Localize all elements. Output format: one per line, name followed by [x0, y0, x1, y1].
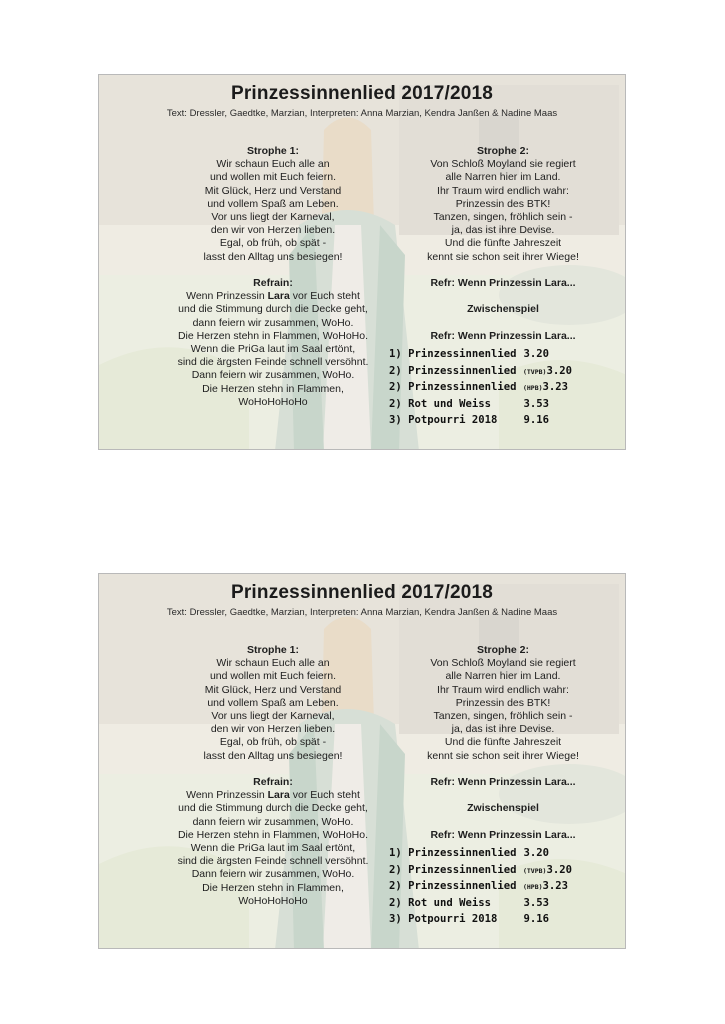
- refrain-line: und die Stimmung durch die Decke geht,: [178, 303, 368, 316]
- strophe-line: Vor uns liegt der Karneval,: [211, 710, 335, 723]
- track-row: 2) Prinzessinnenlied (TVPB) 3.20: [389, 863, 572, 876]
- refrain-reference: Refr: Wenn Prinzessin Lara...: [430, 329, 576, 342]
- strophe-line: kennt sie schon seit ihrer Wiege!: [427, 749, 579, 762]
- track-row: 2) Prinzessinnenlied (HPB) 3.23: [389, 381, 569, 393]
- track-row: 2) Prinzessinnenlied (HPB) 3.23: [389, 880, 569, 892]
- strophe-line: lasst den Alltag uns besiegen!: [203, 749, 343, 762]
- strophe-line: Tanzen, singen, fröhlich sein -: [433, 211, 573, 224]
- refrain-reference: Refr: Wenn Prinzessin Lara...: [430, 776, 576, 789]
- strophe-line: Ihr Traum wird endlich wahr:: [437, 184, 569, 197]
- strophe-2-heading: Strophe 2:: [477, 644, 529, 656]
- strophe-1-heading: Strophe 1:: [247, 644, 299, 656]
- refrain-first-line: Wenn Prinzessin Lara vor Euch steht: [186, 290, 360, 303]
- strophe-line: ja, das ist ihre Devise.: [451, 723, 555, 736]
- refrain-line: Die Herzen stehn in Flammen, WoHoHo.: [177, 828, 369, 841]
- refrain-reference: Refr: Wenn Prinzessin Lara...: [430, 277, 576, 290]
- strophe-line: und wollen mit Euch feiern.: [209, 670, 337, 683]
- strophe-line: Mit Glück, Herz und Verstand: [204, 184, 342, 197]
- strophe-line: und vollem Spaß am Leben.: [207, 696, 339, 709]
- strophe-2-heading: Strophe 2:: [477, 145, 529, 157]
- strophe-line: Und die fünfte Jahreszeit: [444, 736, 562, 749]
- refrain-line: Die Herzen stehn in Flammen, WoHoHo.: [177, 329, 369, 342]
- track-row: 2) Prinzessinnenlied (TVPB) 3.20: [389, 364, 572, 377]
- strophe-line: Mit Glück, Herz und Verstand: [204, 683, 342, 696]
- interlude-label: Zwischenspiel: [467, 303, 539, 316]
- credits-line: Text: Dressler, Gaedtke, Marzian, Interpreten: Anna Marzian, Kendra Janßen & Nadine Maas: [166, 607, 558, 618]
- track-row: 1) Prinzessinnenlied 3.20: [389, 847, 549, 859]
- track-row: 3) Potpourri 2018 9.16: [389, 913, 549, 925]
- track-list: [389, 346, 572, 429]
- left-column: [157, 145, 389, 409]
- strophe-line: Prinzessin des BTK!: [455, 696, 551, 709]
- strophe-line: Ihr Traum wird endlich wahr:: [437, 683, 569, 696]
- refrain-heading: Refrain:: [253, 776, 293, 789]
- strophe-line: Und die fünfte Jahreszeit: [444, 237, 562, 250]
- refrain-line: dann feiern wir zusammen, WoHo.: [192, 815, 354, 828]
- strophe-line: alle Narren hier im Land.: [445, 670, 561, 683]
- refrain-line: Die Herzen stehn in Flammen,: [202, 382, 344, 395]
- refrain-line: Die Herzen stehn in Flammen,: [202, 881, 344, 894]
- track-row: 3) Potpourri 2018 9.16: [389, 414, 549, 426]
- strophe-1-heading: Strophe 1:: [247, 145, 299, 157]
- strophe-line: alle Narren hier im Land.: [445, 171, 561, 184]
- strophe-line: den wir von Herzen lieben.: [210, 723, 336, 736]
- refrain-line: Dann feiern wir zusammen, WoHo.: [191, 369, 355, 382]
- lyrics-card-top: [98, 74, 626, 450]
- refrain-line: und die Stimmung durch die Decke geht,: [178, 802, 368, 815]
- refrain-first-line: Wenn Prinzessin Lara vor Euch steht: [186, 789, 360, 802]
- strophe-line: Prinzessin des BTK!: [455, 197, 551, 210]
- refrain-line: WoHoHoHoHo: [238, 395, 308, 408]
- refrain-heading: Refrain:: [253, 277, 293, 290]
- strophe-line: Wir schaun Euch alle an: [216, 158, 330, 171]
- strophe-line: Von Schloß Moyland sie regiert: [430, 158, 576, 171]
- song-title: Prinzessinnenlied 2017/2018: [230, 83, 494, 104]
- refrain-line: sind die ärgsten Feinde schnell versöhnt.: [177, 855, 369, 868]
- strophe-line: und wollen mit Euch feiern.: [209, 171, 337, 184]
- refrain-line: Wenn die PriGa laut im Saal ertönt,: [190, 343, 356, 356]
- strophe-line: Egal, ob früh, ob spät -: [219, 237, 327, 250]
- strophe-line: Egal, ob früh, ob spät -: [219, 736, 327, 749]
- interlude-label: Zwischenspiel: [467, 802, 539, 815]
- refrain-reference: Refr: Wenn Prinzessin Lara...: [430, 828, 576, 841]
- princess-name: Lara: [267, 789, 290, 802]
- refrain-line: Wenn die PriGa laut im Saal ertönt,: [190, 842, 356, 855]
- strophe-line: kennt sie schon seit ihrer Wiege!: [427, 250, 579, 263]
- track-row: 2) Rot und Weiss 3.53: [389, 397, 549, 410]
- lyrics-card-bottom: [98, 573, 626, 949]
- strophe-line: Wir schaun Euch alle an: [216, 657, 330, 670]
- refrain-line: dann feiern wir zusammen, WoHo.: [192, 316, 354, 329]
- strophe-line: den wir von Herzen lieben.: [210, 224, 336, 237]
- princess-name: Lara: [267, 290, 290, 303]
- left-column: [157, 644, 389, 908]
- refrain-line: WoHoHoHoHo: [238, 894, 308, 907]
- strophe-line: Tanzen, singen, fröhlich sein -: [433, 710, 573, 723]
- strophe-line: und vollem Spaß am Leben.: [207, 197, 339, 210]
- credits-line: Text: Dressler, Gaedtke, Marzian, Interpreten: Anna Marzian, Kendra Janßen & Nadine Maas: [166, 108, 558, 119]
- strophe-line: lasst den Alltag uns besiegen!: [203, 250, 343, 263]
- track-list: [389, 845, 572, 928]
- track-row: 2) Rot und Weiss 3.53: [389, 896, 549, 909]
- strophe-line: Vor uns liegt der Karneval,: [211, 211, 335, 224]
- strophe-line: ja, das ist ihre Devise.: [451, 224, 555, 237]
- strophe-line: Von Schloß Moyland sie regiert: [430, 657, 576, 670]
- track-row: 1) Prinzessinnenlied 3.20: [389, 348, 549, 360]
- song-title: Prinzessinnenlied 2017/2018: [230, 582, 494, 603]
- right-column: [384, 145, 622, 343]
- refrain-line: sind die ärgsten Feinde schnell versöhnt.: [177, 356, 369, 369]
- right-column: [384, 644, 622, 842]
- refrain-line: Dann feiern wir zusammen, WoHo.: [191, 868, 355, 881]
